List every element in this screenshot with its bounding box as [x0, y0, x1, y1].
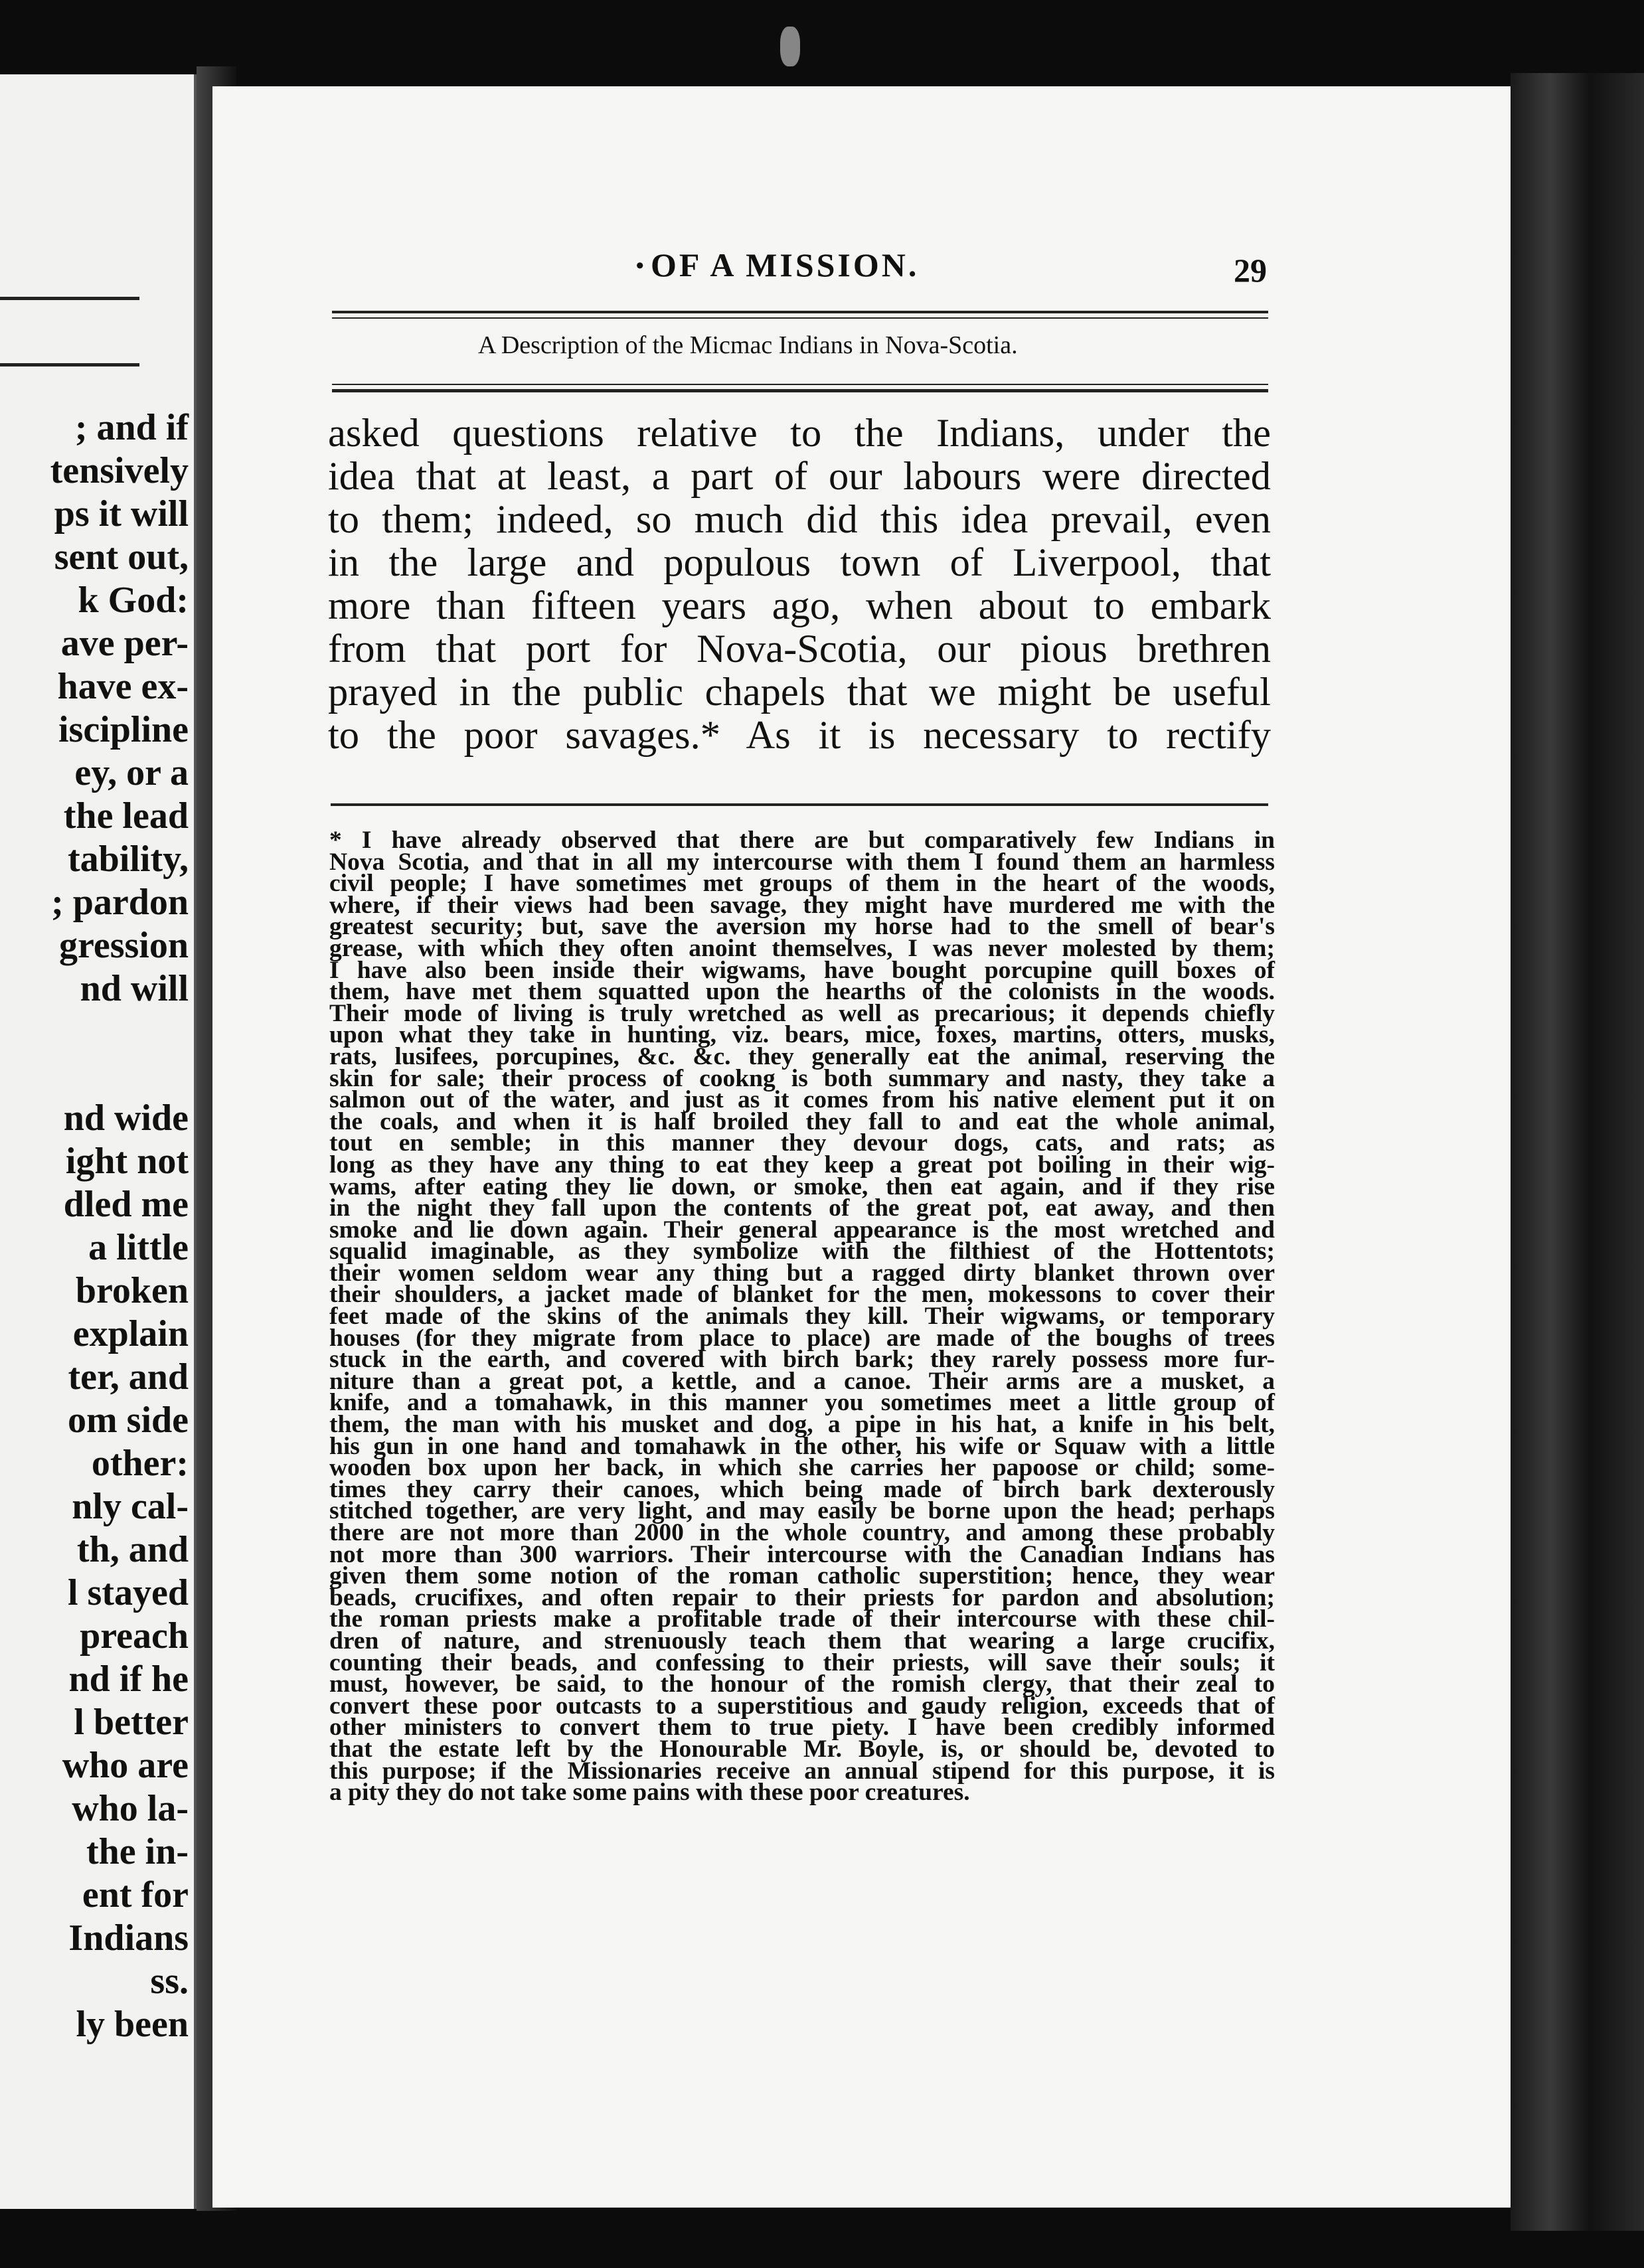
left-page-line: ey, or a — [74, 752, 189, 793]
page-edge-shadow — [1511, 73, 1644, 2231]
left-page-line: explain — [72, 1313, 189, 1354]
footnote-line: dren of nature, and strenuously teach them that wearing a large crucifix, — [329, 1627, 1275, 1655]
left-page-line: ; and if — [74, 407, 189, 448]
left-page-line: k God: — [78, 580, 189, 621]
footnote-line: that the estate left by the Honourable Mr. Boyle, is, or should be, devoted to — [329, 1735, 1275, 1763]
left-page-line: the in- — [86, 1831, 189, 1872]
left-page-fragment — [0, 74, 197, 2209]
title-rule — [332, 389, 1268, 392]
scan-smudge — [780, 27, 800, 66]
left-page-line: a little — [88, 1227, 189, 1268]
footnote-line: long as they have any thing to eat they keep a great pot boiling in their wig- — [329, 1151, 1275, 1178]
left-page-line: nd if he — [68, 1659, 189, 1700]
footnote-line: tout en semble; in this manner they devour dogs, cats, and rats; as — [329, 1129, 1275, 1157]
ornament-dot: · — [634, 246, 646, 285]
left-page-line: preach — [80, 1615, 189, 1657]
footnote-line: convert these poor outcasts to a superstitious and gaudy religion, exceeds that of — [329, 1692, 1275, 1720]
left-page-line: ps it will — [54, 493, 189, 534]
footnote-line: civil people; I have sometimes met groups of them in the heart of the woods, — [329, 870, 1275, 898]
left-page-rule — [0, 297, 139, 300]
footnote-line: smoke and lie down again. Their general appearance is the most wretched and — [329, 1216, 1275, 1244]
footnote-line: counting their beads, and confessing to their priests, will save their souls; it — [329, 1649, 1275, 1676]
footnote-line: niture than a great pot, a kettle, and a canoe. Their arms are a musket, a — [329, 1367, 1275, 1395]
footnote-line: wams, after eating they lie down, or smoke, then eat again, and if they rise — [329, 1173, 1275, 1200]
left-page-line: ; pardon — [51, 882, 189, 923]
footnote-line: skin for sale; their process of cookng is both summary and nasty, they take a — [329, 1064, 1275, 1092]
left-page-line: sent out, — [54, 536, 189, 578]
left-page-line: who are — [62, 1745, 189, 1786]
body-line: more than fifteen years ago, when about to embark — [328, 584, 1271, 628]
left-page-line: have ex- — [57, 666, 189, 707]
left-page-line: nd wide — [63, 1097, 189, 1139]
footnote-line: Their mode of living is truly wretched as well as precarious; it depends chiefly — [329, 999, 1275, 1027]
running-head: OF A MISSION. — [651, 246, 920, 284]
left-page-line: dled me — [63, 1184, 189, 1225]
left-page-line: the lead — [63, 795, 189, 837]
section-title: A Description of the Micmac Indians in Nova-Scotia. — [478, 331, 1018, 359]
footnote-line: not more than 300 warriors. Their intercourse with the Canadian Indians has — [329, 1540, 1275, 1568]
header-rule — [332, 317, 1268, 319]
footnote-line: feet made of the skins of the animals they kill. Their wigwams, or temporary — [329, 1303, 1275, 1331]
footnote-line: squalid imaginable, as they symbolize with the filthiest of the Hottentots; — [329, 1238, 1275, 1265]
footnote-line: other ministers to convert them to true piety. I have been credibly informed — [329, 1714, 1275, 1742]
header-rule — [332, 311, 1268, 313]
footnote-line: their women seldom wear any thing but a ragged dirty blanket thrown over — [329, 1259, 1275, 1287]
left-page-line: nd will — [80, 968, 189, 1009]
footnote-rule — [331, 803, 1268, 806]
footnote-line: the roman priests make a profitable trade of their intercourse with these chil- — [329, 1605, 1275, 1633]
footnote-line: in the night they fall upon the contents of the great pot, eat away, and then — [329, 1194, 1275, 1222]
left-page-line: nly cal- — [72, 1486, 189, 1527]
footnote-line: Nova Scotia, and that in all my intercourse with them I found them an harmless — [329, 848, 1275, 876]
footnote-line: the coals, and when it is half broiled they fall to and eat the whole animal, — [329, 1107, 1275, 1135]
footnote-line: his gun in one hand and tomahawk in the other, his wife or Squaw with a little — [329, 1432, 1275, 1460]
footnote-line: stuck in the earth, and covered with birch bark; they rarely possess more fur- — [329, 1346, 1275, 1374]
footnote-line: houses (for they migrate from place to place) are made of the boughs of trees — [329, 1324, 1275, 1352]
footnote — [329, 827, 1275, 1807]
footnote-line: greatest security; but, save the aversion my horse had to the smell of bear's — [329, 913, 1275, 941]
left-page-line: tability, — [67, 839, 189, 880]
body-line: asked questions relative to the Indians, under the — [328, 411, 1271, 455]
footnote-line: stitched together, are very light, and may easily be borne upon the head; perhaps — [329, 1497, 1275, 1525]
page-number: 29 — [1234, 252, 1267, 289]
footnote-line: * I have already observed that there are but comparatively few Indians in — [329, 827, 1275, 854]
footnote-line: there are not more than 2000 in the whole country, and among these probably — [329, 1519, 1275, 1546]
body-line: prayed in the public chapels that we might be useful — [328, 670, 1271, 714]
footnote-line: their shoulders, a jacket made of blanket for the men, mokessons to cover their — [329, 1281, 1275, 1309]
left-page-line: ly been — [76, 2004, 189, 2045]
footnote-line: must, however, be said, to the honour of the romish clergy, that their zeal to — [329, 1670, 1275, 1698]
footnote-line: beads, crucifixes, and often repair to their priests for pardon and absolution; — [329, 1583, 1275, 1611]
footnote-line: this purpose; if the Missionaries receive an annual stipend for this purpose, it is — [329, 1757, 1275, 1785]
left-page-line: gression — [59, 925, 189, 966]
title-rule — [332, 384, 1268, 385]
footnote-line: them, have met them squatted upon the hearths of the colonists in the woods. — [329, 978, 1275, 1006]
body-line: from that port for Nova-Scotia, our pious brethren — [328, 627, 1271, 671]
left-page-line: l stayed — [68, 1572, 189, 1613]
footnote-line: a pity they do not take some pains with these poor creatures. — [329, 1779, 970, 1807]
footnote-line: salmon out of the water, and just as it comes from his native element put it on — [329, 1086, 1275, 1114]
footnote-line: times they carry their canoes, which being made of birch bark dexterously — [329, 1475, 1275, 1503]
left-page-rule — [0, 363, 139, 366]
footnote-line: rats, lusifees, porcupines, &c. &c. they generally eat the animal, reserving the — [329, 1042, 1275, 1070]
footnote-line: given them some notion of the roman catholic superstition; hence, they wear — [329, 1562, 1275, 1590]
left-page-line: Indians — [68, 1917, 189, 1959]
left-page-line: iscipline — [58, 709, 189, 750]
footnote-line: upon what they take in hunting, viz. bears, mice, foxes, martins, otters, musks, — [329, 1021, 1275, 1049]
footnote-line: I have also been inside their wigwams, have bought porcupine quill boxes of — [329, 956, 1275, 984]
footnote-line: knife, and a tomahawk, in this manner you sometimes meet a little group of — [329, 1389, 1275, 1417]
footnote-line: where, if their views had been savage, they might have murdered me with the — [329, 891, 1275, 919]
body-line: to them; indeed, so much did this idea prevail, even — [328, 497, 1271, 542]
footnote-line: wooden box upon her back, in which she carries her papoose or child; some- — [329, 1454, 1275, 1482]
left-page-line: ave per- — [60, 623, 189, 664]
left-page-line: om side — [68, 1400, 189, 1441]
left-page-line: ight not — [65, 1141, 189, 1182]
left-page-line: other: — [91, 1443, 189, 1484]
left-page-line: broken — [75, 1270, 189, 1311]
left-page-line: l better — [74, 1702, 189, 1743]
body-text — [328, 412, 1271, 757]
left-page-line: ss. — [150, 1961, 189, 2002]
footnote-line: grease, with which they often anoint themselves, I was never molested by them; — [329, 934, 1275, 962]
body-line: in the large and populous town of Liverpool, that — [328, 540, 1271, 585]
left-page-line: ter, and — [68, 1356, 189, 1398]
footnote-line: them, the man with his musket and dog, a pipe in his hat, a knife in his belt, — [329, 1411, 1275, 1439]
left-page-line: th, and — [76, 1529, 189, 1570]
left-page-line: tensively — [50, 450, 189, 491]
body-line: idea that at least, a part of our labours were directed — [328, 454, 1271, 499]
left-page-line: who la- — [72, 1788, 189, 1829]
body-line: to the poor savages.* As it is necessary to rectify — [328, 713, 1271, 758]
left-page-line: ent for — [82, 1874, 189, 1915]
